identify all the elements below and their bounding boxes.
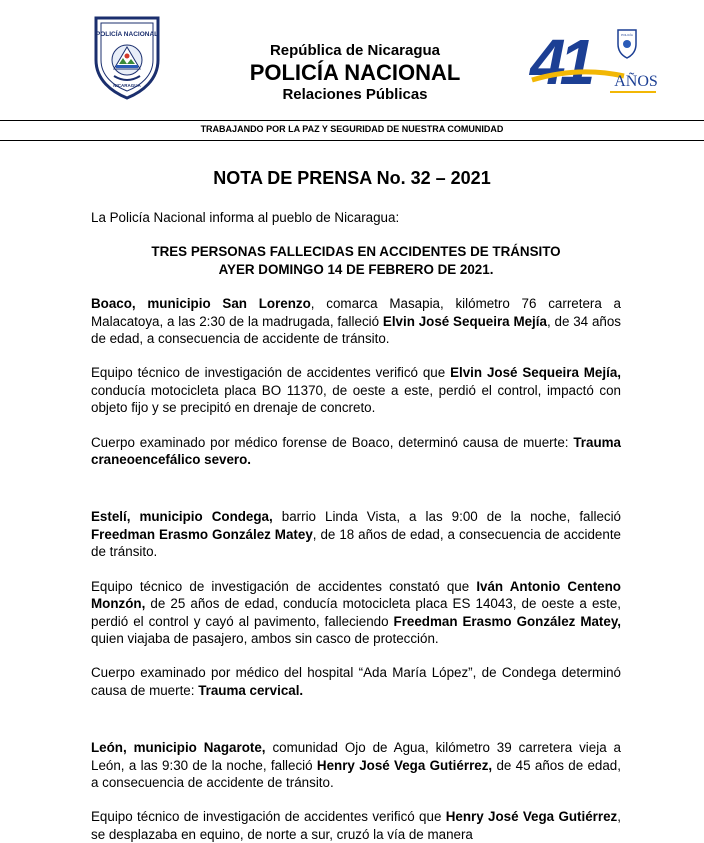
esteli-investigation-paragraph: Equipo técnico de investigación de accidentes constató que Iván Antonio Centeno Monzón, de 25 años de edad, conducía motocicleta placa ES 14043, de oeste a este, perdió el control y cayó al pavimento, falleciendo Freedman Erasmo González Matey, quien viajaba de pasajero, ambos sin casco de protección. [91, 578, 622, 646]
boaco-cause-paragraph: Cuerpo examinado por médico forense de Boaco, determinó causa de muerte: Trauma craneoencefálico severo. [91, 434, 621, 468]
boaco-investigation-paragraph: Equipo técnico de investigación de accidentes verificó que Elvin José Sequeira Mejía, conducía motocicleta placa BO 11370, de oeste a este, perdió el control, impactó con objeto fijo y se precipitó en drenaje de concreto. [91, 365, 621, 416]
department-name: Relaciones Públicas [282, 86, 428, 103]
headline-line-1: TRES PERSONAS FALLECIDAS EN ACCIDENTES DE TRÁNSITO [151, 244, 561, 260]
motto: TRABAJANDO POR LA PAZ Y SEGURIDAD DE NUESTRA COMUNIDAD [200, 124, 504, 134]
location: León, municipio Nagarote, [91, 740, 266, 756]
driver-name: Elvin José Sequeira Mejía, [450, 365, 621, 381]
republic-name: República de Nicaragua [269, 42, 441, 59]
leon-incident-paragraph: León, municipio Nagarote, comunidad Ojo de Agua, kilómetro 39 carretera vieja a León, a las 9:30 de la noche, falleció Henry José Vega Gutiérrez, de 45 años de edad, a consecuencia de accidente de tránsito. [91, 740, 621, 790]
cause-of-death: Trauma craneoencefálico severo. [91, 434, 621, 468]
boaco-incident-paragraph: Boaco, municipio San Lorenzo, comarca Masapia, kilómetro 76 carretera a Malacatoya, a las 2:30 de la madrugada, falleció Elvin José Sequeira Mejía, de 34 años de edad, a consecuencia de accidente de tránsito. [91, 296, 622, 347]
victim-name: Elvin José Sequeira Mejía [382, 313, 547, 329]
esteli-incident-paragraph: Estelí, municipio Condega, barrio Linda Vista, a las 9:00 de la noche, falleció Freedman Erasmo González Matey, de 18 años de edad, a consecuencia de accidente de tránsito. [91, 509, 622, 560]
leon-investigation-paragraph: Equipo técnico de investigación de accidentes verificó que Henry José Vega Gutiérrez, se desplazaba en equino, de norte a sur, cruzó la vía de manera [91, 809, 621, 842]
victim-name: Henry José Vega Gutiérrez, [316, 757, 493, 773]
intro-paragraph: La Policía Nacional informa al pueblo de Nicaragua: [91, 210, 400, 225]
svg-text:POLICÍA: POLICÍA [621, 33, 633, 37]
headline [91, 243, 621, 278]
svg-text:NICARAGUA: NICARAGUA [113, 83, 141, 88]
victim-name: Freedman Erasmo González Matey [91, 526, 313, 542]
header-divider-bottom [0, 140, 704, 141]
header-divider-top [0, 120, 704, 121]
location: Estelí, municipio Condega, [91, 509, 273, 525]
driver-name: Iván Antonio Centeno Monzón, [91, 578, 621, 612]
letterhead-title [205, 42, 505, 104]
anniversary-41-logo [528, 22, 660, 98]
cause-of-death: Trauma cervical. [198, 682, 304, 698]
victim-name: Freedman Erasmo González Matey, [393, 613, 622, 629]
svg-text:41: 41 [530, 26, 590, 98]
victim-name: Henry José Vega Gutiérrez [445, 809, 618, 825]
police-shield-logo [92, 14, 162, 100]
esteli-cause-paragraph: Cuerpo examinado por médico del hospital “Ada María López”, de Condega determinó causa de muerte: Trauma cervical. [91, 665, 621, 698]
location: Boaco, municipio San Lorenzo [91, 296, 311, 312]
svg-text:AÑOS: AÑOS [614, 73, 658, 90]
svg-text:POLICÍA NACIONAL: POLICÍA NACIONAL [95, 31, 159, 38]
press-release-body [91, 209, 621, 843]
agency-name: POLICÍA NACIONAL [249, 60, 461, 85]
letterhead [0, 0, 704, 120]
press-release-title: NOTA DE PRENSA No. 32 – 2021 [213, 168, 491, 188]
headline-line-2: AYER DOMINGO 14 DE FEBRERO DE 2021. [218, 261, 494, 277]
